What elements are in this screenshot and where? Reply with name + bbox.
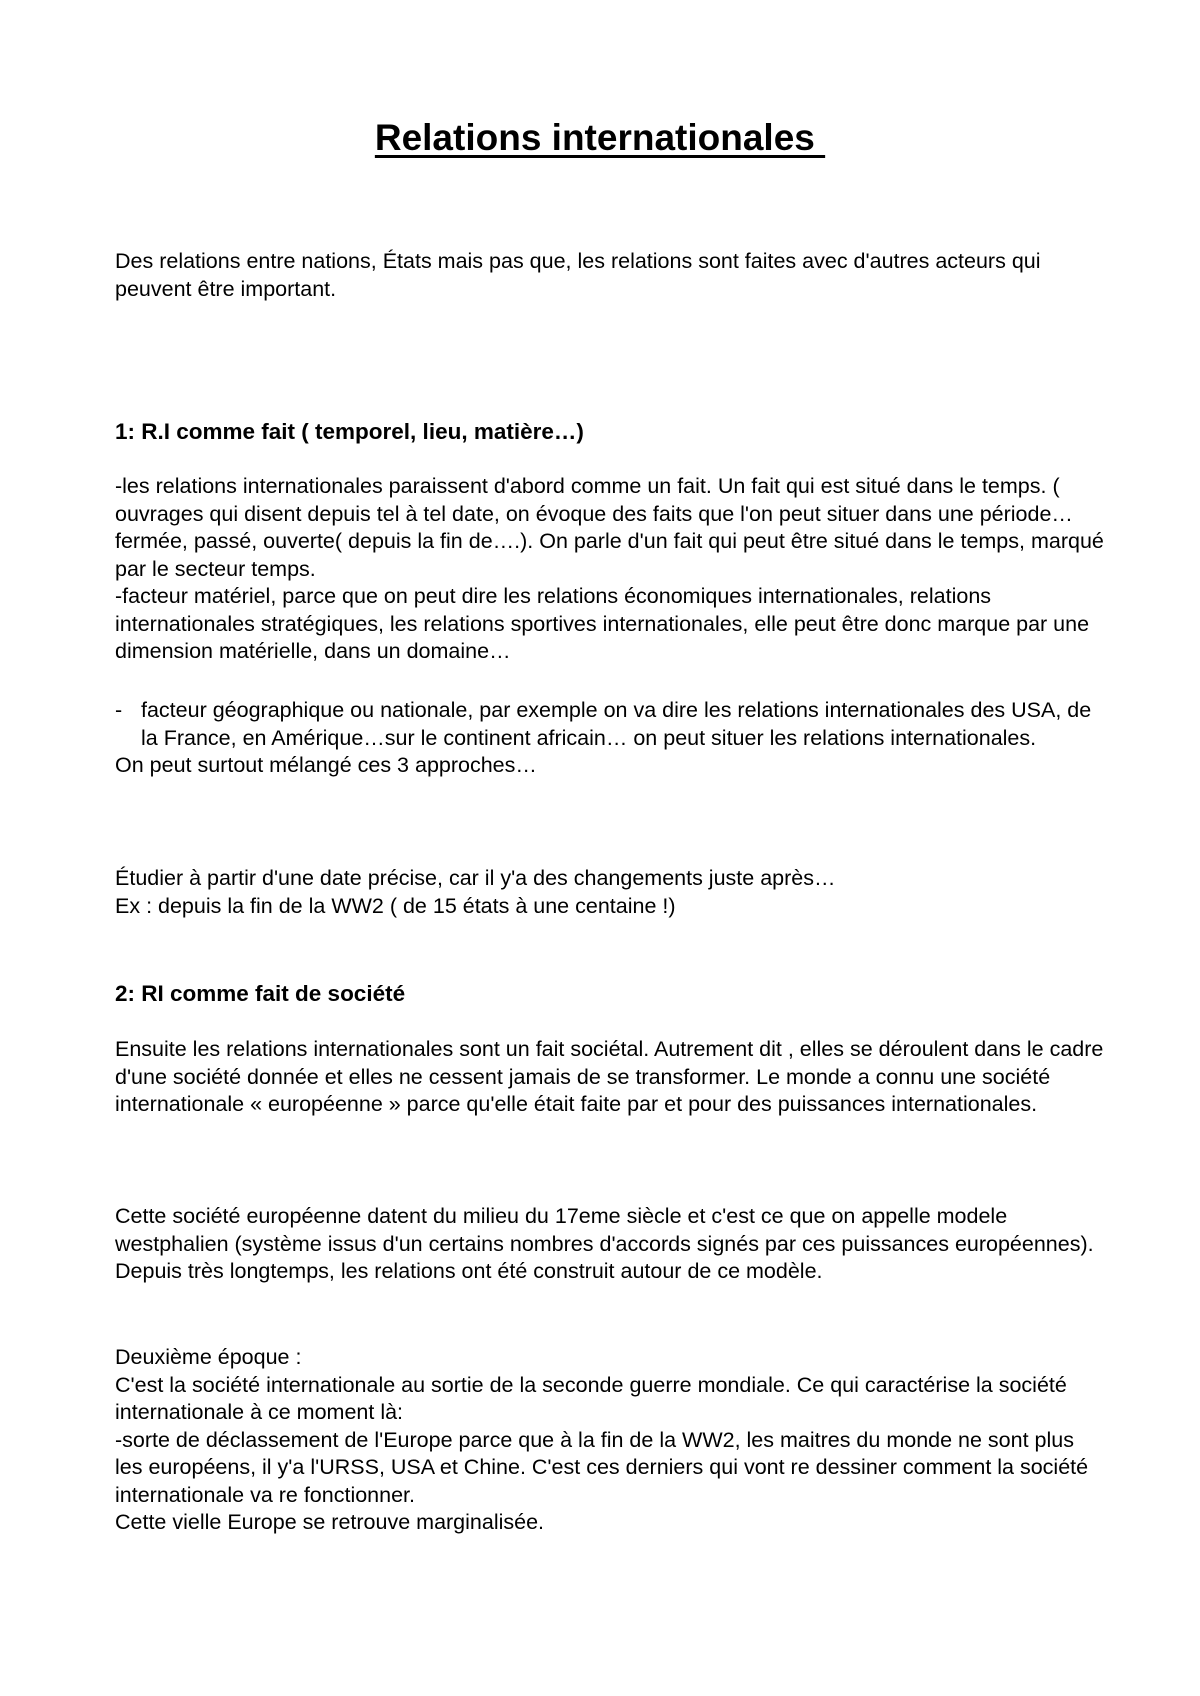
section2-paragraph-societal: Ensuite les relations internationales sont un fait sociétal. Autrement dit , elles se déroulent dans le cadre d'une société donnée et elles ne cessent jamais de se transformer. Le monde a connu une société internationale « européenne » parce qu'elle était faite par et pour des puissances internationales. — [115, 1037, 1104, 1116]
section2-paragraph-westphalian: Cette société européenne datent du milieu du 17eme siècle et c'est ce que on appelle modele westphalien (système issus d'un certains nombres d'accords signés par ces puissances européennes). — [115, 1204, 1094, 1256]
section1-paragraph-material: -facteur matériel, parce que on peut dire les relations économiques internationales, relations internationales stratégiques, les relations sportives internationales, elle peut être donc marque par une dimension matérielle, dans un domaine… — [115, 584, 1090, 663]
section1-heading: 1: R.I comme fait ( temporel, lieu, matière…) — [115, 419, 584, 444]
bullet-item-geographic — [115, 697, 1105, 752]
section2-westphalian-block — [115, 1203, 1105, 1286]
section2-paragraph-decline: -sorte de déclassement de l'Europe parce que à la fin de la WW2, les maitres du monde ne sont plus les européens, il y'a l'URSS, USA et Chine. C'est ces derniers qui vont re dessiner comment la société internationale va re fonctionner. — [115, 1427, 1089, 1507]
document-title: Relations internationales — [374, 117, 826, 158]
section1-paragraph-temporal: -les relations internationales paraissent d'abord comme un fait. Un fait qui est situé dans le temps. ( ouvrages qui disent depuis tel à tel date, on évoque des faits que l'on peut situer dans une période… fermée, passé, ouverte( depuis la fin de….). On parle d'un fait qui peut être situé dans le temps, marqué par le secteur temps. — [115, 474, 1104, 581]
section2-paragraph-postwar: C'est la société internationale au sortie de la seconde guerre mondiale. Ce qui caractérise la société internationale à ce moment là: — [115, 1372, 1067, 1424]
intro-text: Des relations entre nations, États mais pas que, les relations sont faites avec d'autres acteurs qui peuvent être important. — [115, 249, 1041, 301]
section1-paragraph-date: Étudier à partir d'une date précise, car il y'a des changements juste après… — [115, 866, 836, 890]
section2-heading: 2: RI comme fait de société — [115, 981, 406, 1006]
section1-body — [115, 473, 1105, 666]
section2-paragraph-marginalised: Cette vielle Europe se retrouve marginalisée. — [115, 1510, 545, 1534]
section1-paragraph-mix: On peut surtout mélangé ces 3 approches… — [115, 753, 537, 777]
bullet-dash: - — [115, 698, 123, 722]
section2-paragraph-second-era: Deuxième époque : — [115, 1345, 302, 1369]
bullet-text: facteur géographique ou nationale, par exemple on va dire les relations internationales des USA, de la France, en Amérique…sur le continent africain… on peut situer les relations internationales. — [141, 698, 1092, 750]
section2-paragraph-longtime: Depuis très longtemps, les relations ont été construit autour de ce modèle. — [115, 1259, 823, 1283]
section2-intro-block — [115, 1036, 1105, 1119]
section1-paragraph-example: Ex : depuis la fin de la WW2 ( de 15 états à une centaine !) — [115, 893, 676, 918]
intro-paragraph — [115, 248, 1105, 303]
section1-bullet-block — [115, 697, 1105, 780]
section1-date-block — [115, 865, 1105, 920]
section2-second-era-block — [115, 1344, 1105, 1537]
